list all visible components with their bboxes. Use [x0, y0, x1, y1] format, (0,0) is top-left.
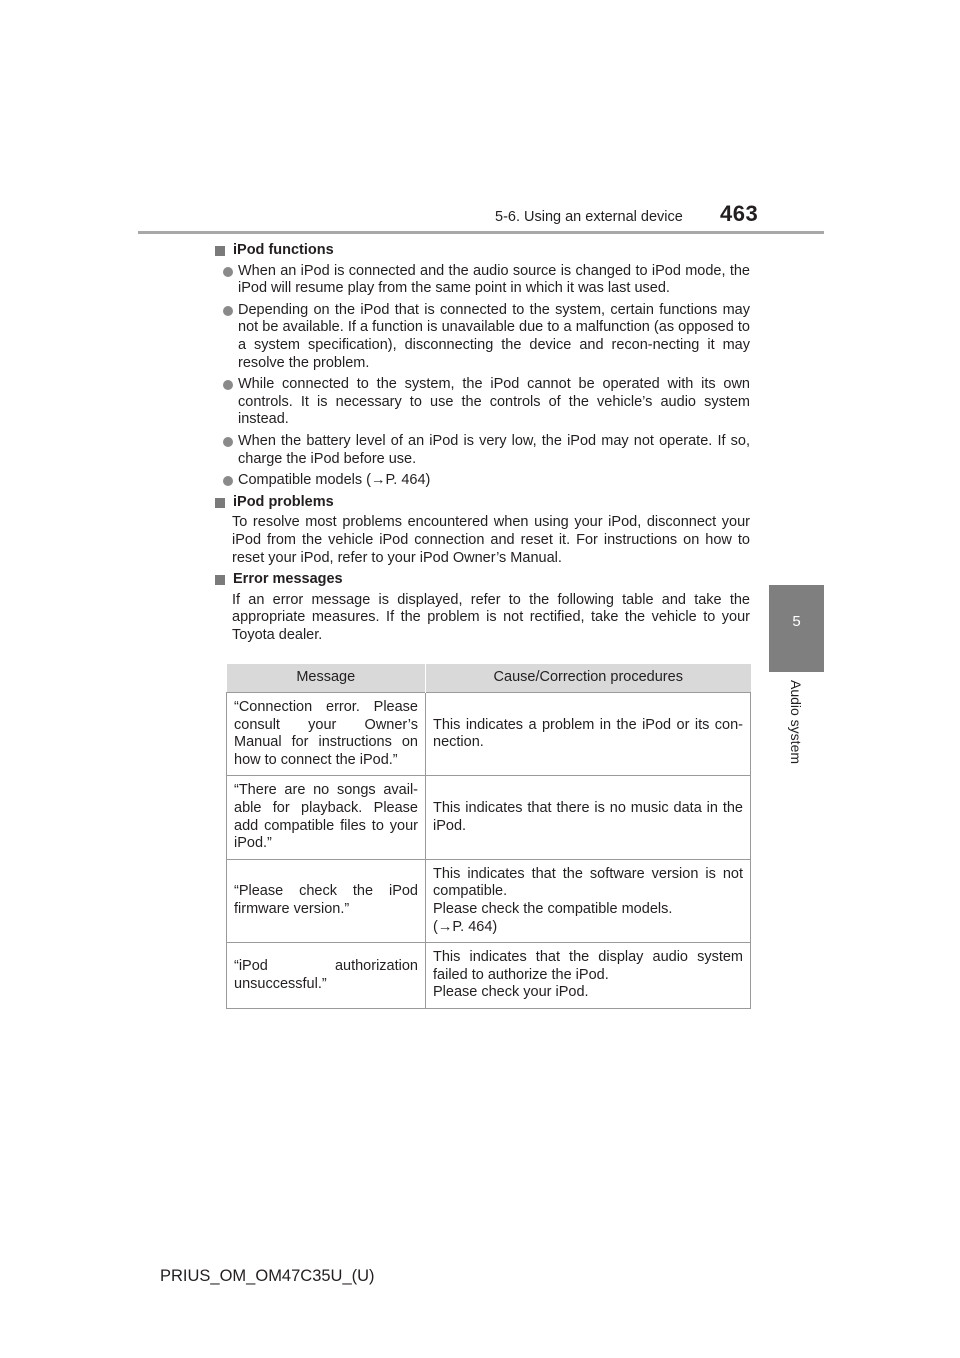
main-content [215, 242, 750, 648]
chapter-label: Audio system [788, 679, 804, 765]
header-section-title: 5-6. Using an external device [495, 209, 683, 225]
circle-bullet-icon [223, 380, 233, 390]
cause-cell: This indicates that the display audio system failed to authorize the iPod. Please check your iPod. [426, 943, 751, 1009]
circle-bullet-icon [223, 437, 233, 447]
table-header-row [227, 664, 751, 693]
cause-cell: This indicates that the software version is not compatible. Please check the compatible models. (→P. 464) [426, 859, 751, 942]
cause-cell: This indicates a problem in the iPod or its con-nection. [426, 693, 751, 776]
table-row [227, 693, 751, 776]
bullet-text: When an iPod is connected and the audio source is changed to iPod mode, the iPod will resume play from the same point in which it was last used. [238, 262, 750, 297]
bullet-text: Compatible models (→P. 464) [238, 472, 431, 489]
section-title: iPod problems [233, 493, 334, 510]
square-bullet-icon [215, 498, 225, 508]
table-row [227, 943, 751, 1009]
square-bullet-icon [215, 246, 225, 256]
cause-cell: This indicates that there is no music data in the iPod. [426, 776, 751, 859]
list-item [215, 472, 750, 490]
error-messages-table [226, 664, 751, 1009]
list-item [215, 263, 750, 298]
circle-bullet-icon [223, 476, 233, 486]
bullet-text: Depending on the iPod that is connected to the system, certain functions may not be available. If a function is unavailable due to a malfunction (as opposed to a system specification), disconnecting the device and recon-necting it may resolve the problem. [238, 301, 750, 371]
chapter-number: 5 [792, 613, 801, 630]
list-item [215, 433, 750, 468]
message-cell: “Connection error. Please consult your Owner’s Manual for instructions on how to connect the iPod.” [227, 693, 426, 776]
table-row [227, 859, 751, 942]
list-item [215, 302, 750, 372]
section-title: iPod functions [233, 242, 334, 258]
column-header-cause: Cause/Correction procedures [426, 664, 751, 693]
circle-bullet-icon [223, 306, 233, 316]
square-bullet-icon [215, 575, 225, 585]
message-cell: “Please check the iPod firmware version.” [227, 859, 426, 942]
header-rule [138, 231, 824, 234]
section-heading-ipod-problems [215, 494, 750, 512]
circle-bullet-icon [223, 267, 233, 277]
section-heading-ipod-functions [215, 242, 750, 260]
page-number: 463 [720, 201, 759, 226]
chapter-tab [769, 585, 824, 672]
footer-doc-code: PRIUS_OM_OM47C35U_(U) [160, 1267, 375, 1285]
message-cell: “iPod authorization unsuccessful.” [227, 943, 426, 1009]
column-header-message: Message [227, 664, 426, 693]
section-title: Error messages [233, 571, 343, 588]
bullet-text: When the battery level of an iPod is very low, the iPod may not operate. If so, charge the iPod before use. [238, 432, 750, 467]
table-row [227, 776, 751, 859]
section-body: If an error message is displayed, refer to the following table and take the appropriate measures. If the problem is not rectified, take the vehicle to your Toyota dealer. [232, 591, 750, 643]
list-item [215, 376, 750, 429]
section-body: To resolve most problems encountered when using your iPod, disconnect your iPod from the vehicle iPod connection and reset it. For instructions on how to reset your iPod, refer to your iPod Owner’s Manual. [232, 514, 750, 566]
bullet-text: While connected to the system, the iPod cannot be operated with its own controls. It is necessary to use the controls of the vehicle’s audio system instead. [238, 376, 750, 428]
section-heading-error-messages [215, 571, 750, 589]
message-cell: “There are no songs avail-able for playback. Please add compatible files to your iPod.” [227, 776, 426, 859]
